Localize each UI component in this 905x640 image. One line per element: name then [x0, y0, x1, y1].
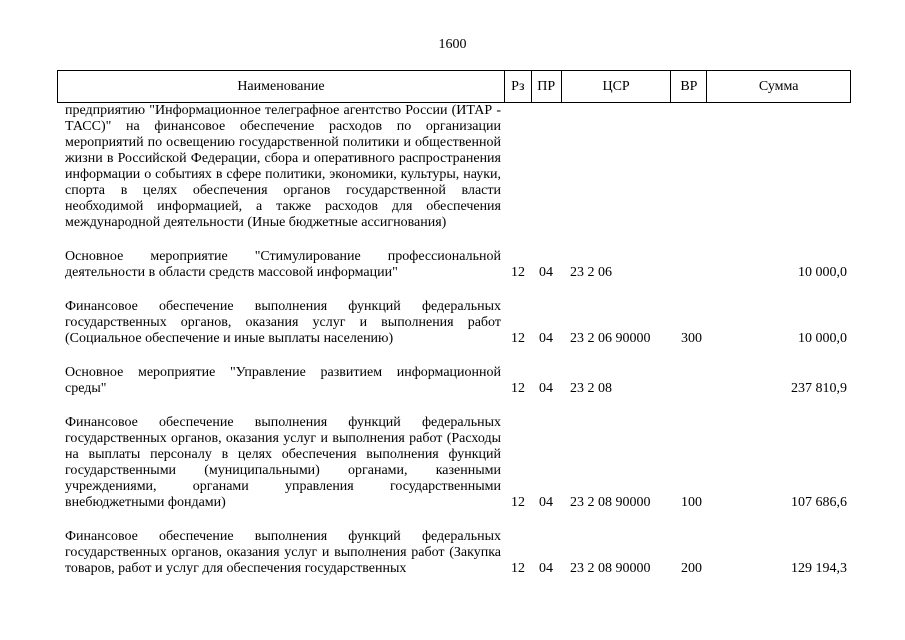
row-sum: 10 000,0	[798, 331, 847, 346]
header-vr: ВР	[671, 71, 707, 102]
header-csr: ЦСР	[562, 71, 672, 102]
row-rz: 12	[511, 381, 525, 396]
row-csr: 23 2 08 90000	[570, 495, 651, 510]
header-rz: Рз	[505, 71, 532, 102]
table-row	[57, 299, 851, 347]
row-csr: 23 2 08	[570, 381, 612, 396]
row-name: Финансовое обеспечение выполнения функций федеральных государственных органов, оказания услуг и выполнения работ (Закупка товаров, работ и услуг для обеспечения государственных	[65, 529, 501, 576]
page-number: 1600	[438, 37, 467, 52]
row-csr: 23 2 06 90000	[570, 331, 651, 346]
table-row	[57, 529, 851, 577]
row-rz: 12	[511, 561, 525, 576]
row-name: предприятию "Информационное телеграфное агентство России (ИТАР - ТАСС)" на финансовое обеспечение расходов по организации мероприятий по освещению государственной политики и общественной жизни в Российской Федерации, сбора и оперативного распространения информации о событиях в сфере политики, экономики, культуры, науки, спорта в целях обеспечения органов государственной власти необходимой информацией, а также расходов для обеспечения международной деятельности (Иные бюджетные ассигнования)	[65, 103, 501, 230]
header-pr: ПР	[532, 71, 562, 102]
row-pr: 04	[539, 265, 553, 280]
table-row	[57, 415, 851, 511]
row-rz: 12	[511, 331, 525, 346]
row-sum: 107 686,6	[791, 495, 847, 510]
header-name: Наименование	[58, 71, 505, 102]
table-row	[57, 249, 851, 281]
row-pr: 04	[539, 561, 553, 576]
row-csr: 23 2 06	[570, 265, 612, 280]
row-name: Основное мероприятие "Управление развитием информационной среды"	[65, 365, 501, 396]
row-rz: 12	[511, 265, 525, 280]
row-sum: 129 194,3	[791, 561, 847, 576]
row-csr: 23 2 08 90000	[570, 561, 651, 576]
table-header	[57, 70, 851, 103]
row-sum: 10 000,0	[798, 265, 847, 280]
row-vr: 200	[681, 561, 702, 576]
row-vr: 300	[681, 331, 702, 346]
table-body	[57, 103, 851, 595]
row-sum: 237 810,9	[791, 381, 847, 396]
row-rz: 12	[511, 495, 525, 510]
row-name: Основное мероприятие "Стимулирование профессиональной деятельности в области средств массовой информации"	[65, 249, 501, 280]
table-row	[57, 103, 851, 231]
header-sum: Сумма	[758, 78, 799, 94]
row-vr: 100	[681, 495, 702, 510]
table-row	[57, 365, 851, 397]
row-pr: 04	[539, 495, 553, 510]
row-name: Финансовое обеспечение выполнения функций федеральных государственных органов, оказания услуг и выполнения работ (Социальное обеспечение и иные выплаты населению)	[65, 299, 501, 346]
row-pr: 04	[539, 381, 553, 396]
row-name: Финансовое обеспечение выполнения функций федеральных государственных органов, оказания услуг и выполнения работ (Расходы на выплаты персоналу в целях обеспечения выполнения функций государственными (муниципальными) органами, казенными учреждениями, органами управления государственными внебюджетными фондами)	[65, 415, 501, 510]
row-pr: 04	[539, 331, 553, 346]
